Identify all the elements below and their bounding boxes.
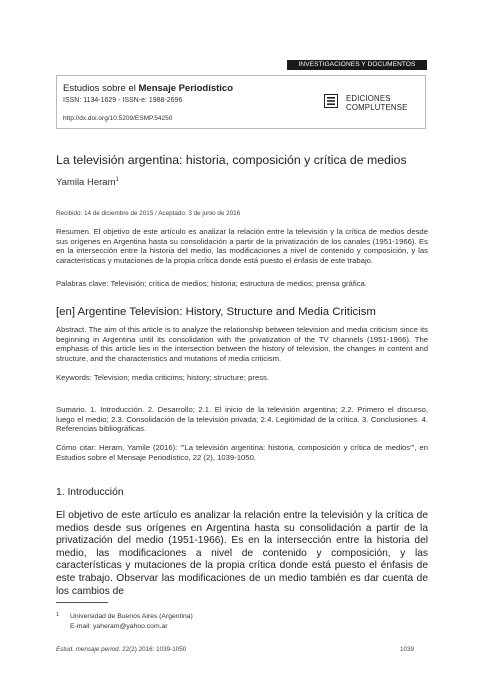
keywords: [56, 373, 428, 383]
palabras-text: Televisión; crítica de medios; historia; estructura de medios; prensa gráfica.: [108, 279, 367, 288]
doi-link[interactable]: http://dx.doi.org/10.5209/ESMP.54250: [63, 115, 173, 122]
resumen-paragraph: [56, 227, 428, 265]
footer-journal-abbrev: Estud. mensaje period.: [56, 646, 121, 653]
author-name: [56, 177, 119, 188]
abstract-paragraph: [56, 325, 428, 363]
journal-prefix: Estudios sobre el: [63, 83, 139, 94]
footnote-text: [70, 612, 193, 631]
received-dates: Recibido: 14 de diciembre de 2015 / Aceptado: 3 de junio de 2016: [56, 210, 241, 217]
footnote-divider: [56, 602, 108, 603]
palabras-clave: [56, 279, 428, 289]
abstract-label: Abstract.: [56, 325, 87, 334]
abstract-text: The aim of this article is to analyze the relationship between television and media criticism since its beginning in Argentina until its consolidation with the privatization of the TV channels (1951-1966). The emphasis of this article lies in the intersection between the history of television, the changes in content and structure, and the characteristics and mutations of media criticism.: [56, 325, 428, 363]
section-tag: INVESTIGACIONES Y DOCUMENTOS: [287, 60, 427, 70]
journal-issn: ISSN: 1134-1629 - ISSN-e: 1988-2696: [63, 97, 183, 104]
author-text: Yamila Heram: [56, 177, 116, 189]
publisher-line-1: EDICIONES: [346, 94, 391, 103]
palabras-label: Palabras clave:: [56, 279, 109, 288]
keywords-text: Television; media criticims; history; structure; press.: [91, 373, 270, 382]
section-heading-introduccion: 1. Introducción: [56, 487, 124, 498]
publisher-line-2: COMPLUTENSE: [346, 103, 408, 112]
journal-bold-name: Mensaje Periodístico: [138, 83, 234, 94]
footer-citation: [56, 646, 186, 653]
publisher-logo-icon: [324, 94, 338, 108]
page-number: 1039: [400, 646, 415, 653]
footer-volume: 22(2) 2016: 1039-1050: [120, 646, 187, 653]
keywords-label: Keywords:: [56, 373, 92, 382]
footnote-email: E-mail: yaheram@yahoo.com.ar: [70, 622, 168, 630]
footnote-number: 1: [56, 612, 60, 618]
english-title: [en] Argentine Television: History, Structure and Media Criticism: [56, 306, 376, 318]
resumen-label: Resumen.: [56, 227, 92, 236]
author-footnote-ref: 1: [115, 177, 119, 183]
footnote-affiliation: Universidad de Buenos Aires (Argentina): [70, 613, 193, 620]
article-title: La televisión argentina: historia, composición y crítica de medios: [56, 153, 407, 167]
publisher-name: [346, 94, 408, 112]
body-paragraph: El objetivo de este artículo es analizar la relación entre la televisión y la crítica de medios desde sus orígenes en Argentina hasta su consolidación a partir de la privatización del medio (1951-1966). Es en la intersección entre la historia del medio, las modificaciones a nivel de contenido y composición, y las características y mutaciones de la propia crítica donde está puesto el énfasis de este trabajo. Observar las modificaciones de un medio también es dar cuenta de los cambios de: [56, 510, 428, 597]
como-citar: Cómo citar: Heram, Yamile (2016): "'La televisión argentina: historia, composición y crítica de medios'", en Estudios sobre el Mensaje Periodístico, 22 (2), 1039-1050.: [56, 443, 428, 462]
journal-title: [63, 83, 233, 94]
sumario-paragraph: Sumario. 1. Introducción. 2. Desarrollo; 2.1. El inicio de la televisión argentina; 2.2. Primero el discurso, luego el medio; 2.3. Consolidación de la televisión privada; 2.4. Legitimidad de la crítica. 3. Conclusiones. 4. Referencias bibliográficas.: [56, 405, 428, 434]
resumen-text: El objetivo de este artículo es analizar la relación entre la televisión y la crítica de medios desde sus orígenes en Argentina hasta su consolidación a partir de la privatización de los canales (1951-1966). Es en la intersección entre la historia del medio, las modificaciones a nivel de contenido y composición, y las características y mutaciones de la propia crítica donde está puesto el énfasis de este trabajo.: [56, 227, 428, 265]
